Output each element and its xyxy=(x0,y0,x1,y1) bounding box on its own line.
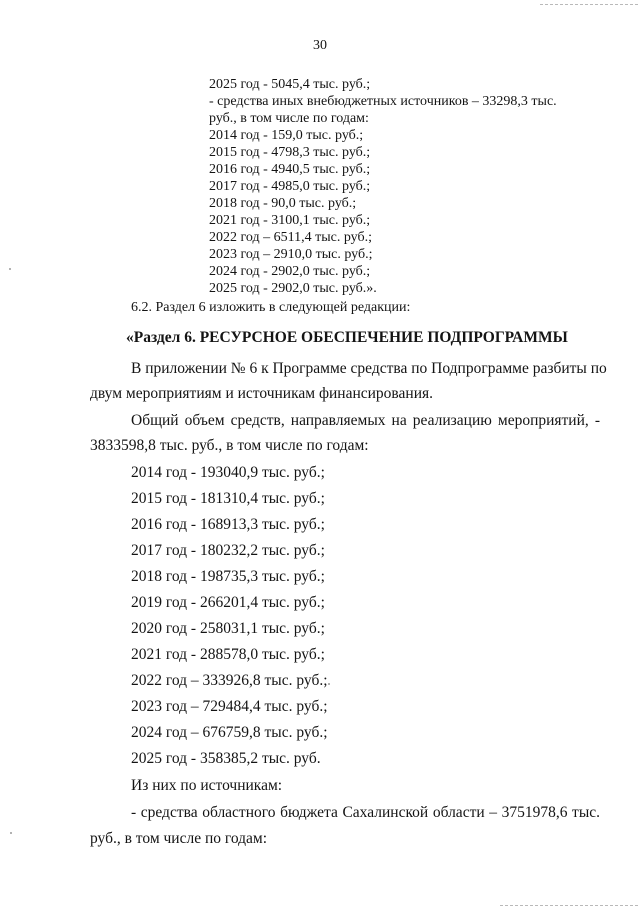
text-line: 2016 год - 4940,5 тыс. руб.; xyxy=(209,162,371,177)
list-item: 2022 год – 333926,8 тыс. руб.; xyxy=(131,672,328,689)
text-line: 2022 год – 6511,4 тыс. руб.; xyxy=(209,230,372,245)
amendment-text: 6.2. Раздел 6 изложить в следующей редакции: xyxy=(131,300,411,315)
scan-edge-mark xyxy=(540,4,638,5)
scan-edge-mark xyxy=(500,905,638,906)
list-item: 2024 год – 676759,8 тыс. руб.; xyxy=(131,724,328,741)
list-item: 2020 год - 258031,1 тыс. руб.; xyxy=(131,620,325,637)
sources-intro: Из них по источникам: xyxy=(131,777,283,794)
scan-speck xyxy=(10,832,12,834)
list-item: 2014 год - 193040,9 тыс. руб.; xyxy=(131,464,325,481)
text-line: 2017 год - 4985,0 тыс. руб.; xyxy=(209,179,371,194)
text-line: 2015 год - 4798,3 тыс. руб.; xyxy=(209,145,371,160)
list-item: 2015 год - 181310,4 тыс. руб.; xyxy=(131,490,325,507)
paragraph-line: - средства областного бюджета Сахалинской области – 3751978,6 тыс. xyxy=(131,804,600,821)
text-line: 2018 год - 90,0 тыс. руб.; xyxy=(209,196,357,211)
section-heading: «Раздел 6. РЕСУРСНОЕ ОБЕСПЕЧЕНИЕ ПОДПРОГРАММЫ xyxy=(126,329,568,346)
paragraph-line: В приложении № 6 к Программе средства по Подпрограмме разбиты по xyxy=(131,360,607,377)
list-item: 2025 год - 358385,2 тыс. руб. xyxy=(131,750,321,767)
paragraph-line: 3833598,8 тыс. руб., в том числе по годам: xyxy=(90,437,369,454)
scan-speck xyxy=(9,268,11,270)
text-line: 2021 год - 3100,1 тыс. руб.; xyxy=(209,213,371,228)
list-item: 2018 год - 198735,3 тыс. руб.; xyxy=(131,568,325,585)
text-line: 2014 год - 159,0 тыс. руб.; xyxy=(209,128,364,143)
list-item: 2021 год - 288578,0 тыс. руб.; xyxy=(131,646,325,663)
list-item: 2019 год - 266201,4 тыс. руб.; xyxy=(131,594,325,611)
list-item: 2016 год - 168913,3 тыс. руб.; xyxy=(131,516,325,533)
text-line: 2025 год - 5045,4 тыс. руб.; xyxy=(209,77,371,92)
scan-speck xyxy=(328,683,330,685)
paragraph-line: Общий объем средств, направляемых на реализацию мероприятий, - xyxy=(131,412,600,429)
text-line: 2025 год - 2902,0 тыс. руб.». xyxy=(209,281,377,296)
text-line: 2023 год – 2910,0 тыс. руб.; xyxy=(209,247,373,262)
text-line: - средства иных внебюджетных источников – 33298,3 тыс. xyxy=(209,94,557,109)
paragraph-line: руб., в том числе по годам: xyxy=(90,830,268,847)
page-number: 30 xyxy=(313,38,327,53)
paragraph-line: двум мероприятиям и источникам финансирования. xyxy=(90,385,434,402)
list-item: 2017 год - 180232,2 тыс. руб.; xyxy=(131,542,325,559)
text-line: руб., в том числе по годам: xyxy=(209,111,369,126)
list-item: 2023 год – 729484,4 тыс. руб.; xyxy=(131,698,328,715)
text-line: 2024 год - 2902,0 тыс. руб.; xyxy=(209,264,371,279)
